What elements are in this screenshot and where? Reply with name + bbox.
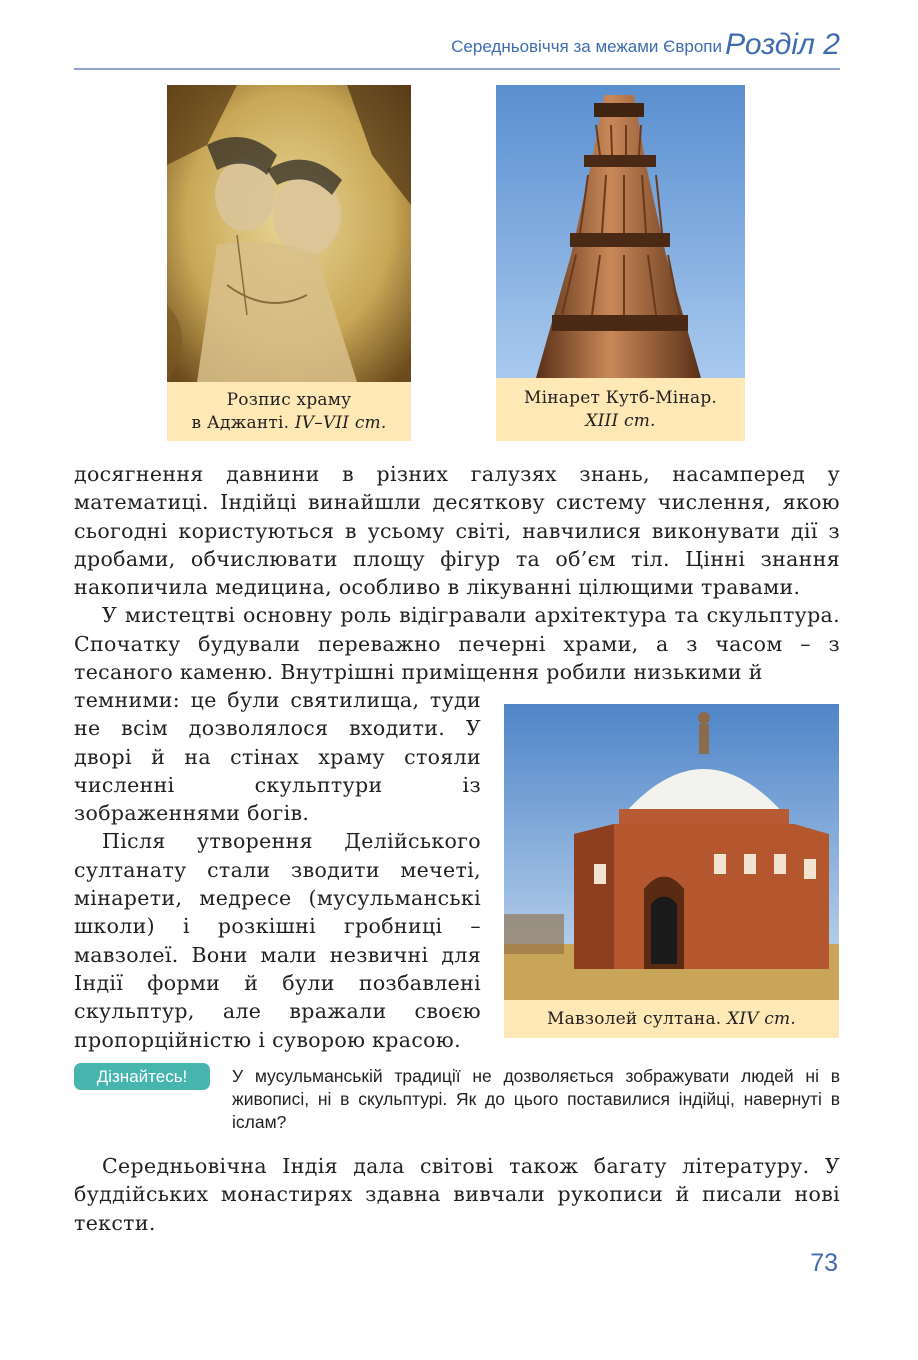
caption-line: в Аджанті. IV–VII ст. [191,413,387,433]
body-text-top [74,460,840,686]
paragraph: Після утворення Делійського султанату стали зводити мечеті, мінарети, медресе (мусульманські школи) і розкішні гробниці – мавзолеї. Вони мали незвичні для Індії форми й були позбавлені скульптур, але вражали своєю пропорційністю і суворою красою. [74,829,481,1052]
paragraph: Середньовічна Індія дала світові також багату літературу. У буддійських монастирях здавна вивчали рукописи й писали нові тексти. [74,1154,840,1235]
paragraph: У мистецтві основну роль відігравали архітектура та скульптура. Спочатку будували переважно печерні храми, а з часом – з тесаного каменю. Внутрішні приміщення робили низькими й [74,603,840,685]
caption-line: Мінарет Кутб-Мінар. [524,388,717,408]
ajanta-painting-image [167,85,411,382]
figure-caption: Мавзолей султана. XIV ст. [504,1000,839,1038]
find-out-text: У мусульманській традиції не дозволяється зображувати людей ні в живописі, ні в скульптурі. Як до цього поставилися індійці, навернуті в іслам? [232,1066,840,1132]
paragraph: темними: це були святилища, туди не всім дозволялося входити. У дворі й на стінах храму стояли численні скульптури із зображеннями богів. [74,688,481,826]
figure-caption [496,378,745,441]
page-number: 73 [810,1249,838,1277]
find-out-badge: Дізнайтесь! [74,1063,210,1090]
mausoleum-image [504,704,839,1000]
body-text-column [74,686,481,1054]
caption-line: Розпис храму [226,390,352,410]
figure-ajanta-painting [167,85,411,441]
qutb-minar-image [496,85,745,378]
paragraph: досягнення давнини в різних галузях знань, насамперед у математиці. Індійці винайшли десяткову систему числення, якою сьогодні користуються в усьому світі, навчилися виконувати дії з дробами, обчислювати площу фігур та об’єм тіл. Цінні знання накопичила медицина, особливо в лікуванні цілющими травами. [74,462,840,600]
figure-qutb-minar [496,85,745,441]
caption-line: XIII ст. [585,411,656,431]
section-title: Середньовіччя за межами Європи [451,37,722,56]
body-text-bottom [74,1152,840,1237]
figure-mausoleum [504,704,839,1038]
header-divider [74,68,840,70]
figure-caption [167,382,411,441]
chapter-title: Розділ 2 [725,28,840,61]
